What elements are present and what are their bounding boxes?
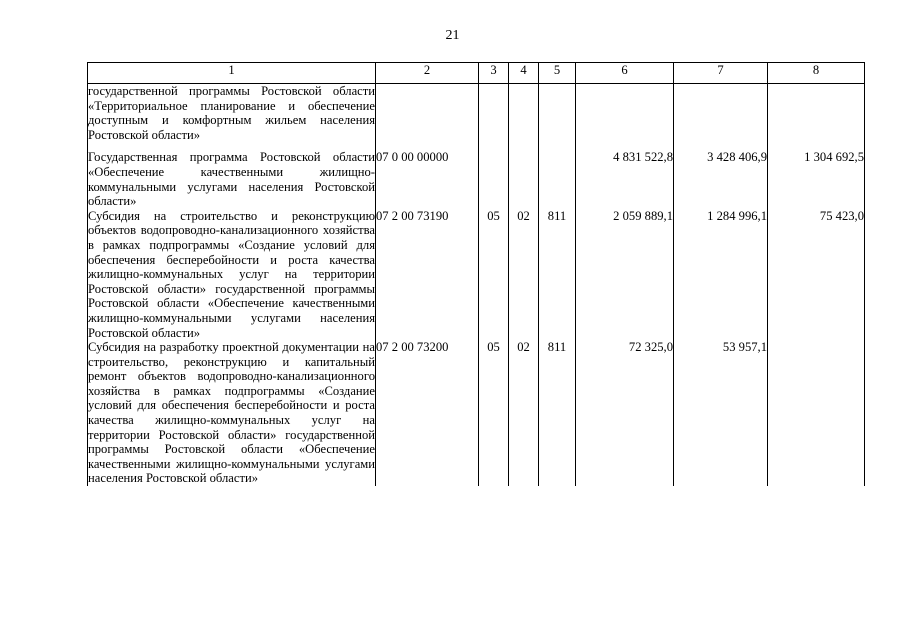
- row-section: [479, 150, 509, 208]
- row-amount-3: [768, 340, 865, 486]
- row-subsection: 02: [509, 209, 539, 340]
- row-section: [479, 84, 509, 151]
- table-row: [88, 84, 865, 151]
- row-amount-1: 2 059 889,1: [576, 209, 674, 340]
- row-amount-1: 72 325,0: [576, 340, 674, 486]
- header-cell-3: 3: [479, 63, 509, 84]
- header-row: [88, 63, 865, 84]
- page-number: 21: [445, 28, 460, 43]
- row-amount-2: 3 428 406,9: [674, 150, 768, 208]
- row-amount-1: 4 831 522,8: [576, 150, 674, 208]
- row-subsection: 02: [509, 340, 539, 486]
- row-name: государственной программы Ростовской области «Территориальное планирование и обеспечение доступным и комфортным жильем населения Ростовской области»: [88, 84, 376, 151]
- table-row: [88, 209, 865, 340]
- header-cell-8: 8: [768, 63, 865, 84]
- row-subsection: [509, 84, 539, 151]
- row-expense-type: 811: [539, 340, 576, 486]
- row-amount-1: [576, 84, 674, 151]
- row-amount-3: 1 304 692,5: [768, 150, 865, 208]
- header-cell-2: 2: [376, 63, 479, 84]
- header-cell-7: 7: [674, 63, 768, 84]
- row-amount-3: 75 423,0: [768, 209, 865, 340]
- row-expense-type: [539, 150, 576, 208]
- row-name: Субсидия на разработку проектной документации на строительство, реконструкцию и капитальный ремонт объектов водопроводно-канализационного хозяйства в рамках подпрограммы «Создание условий для обеспечения бесперебойности и роста качества жилищно-коммунальных услуг на территории Ростовской области» государственной программы Ростовской области «Обеспечение качественными жилищно-коммунальными услугами населения Ростовской области»: [88, 340, 375, 486]
- row-code: [376, 84, 479, 151]
- row-code: 07 2 00 73190: [376, 209, 479, 340]
- row-subsection: [509, 150, 539, 208]
- row-section: 05: [479, 340, 509, 486]
- row-amount-2: 1 284 996,1: [674, 209, 768, 340]
- row-amount-3: [768, 84, 865, 151]
- row-name: Субсидия на строительство и реконструкцию объектов водопроводно-канализационного хозяйства в рамках подпрограммы «Создание условий для обеспечения бесперебойности и роста качества жилищно-коммунальных услуг на территории Ростовской области» государственной программы Ростовской области «Обеспечение качественными жилищно-коммунальными услугами населения Ростовской области»: [88, 208, 375, 340]
- header-cell-5: 5: [539, 63, 576, 84]
- row-expense-type: 811: [539, 209, 576, 340]
- row-code: 07 2 00 73200: [376, 340, 479, 486]
- table-row: [88, 340, 865, 486]
- header-cell-4: 4: [509, 63, 539, 84]
- header-cell-1: 1: [88, 63, 376, 84]
- table-row: [88, 150, 865, 208]
- row-expense-type: [539, 84, 576, 151]
- header-cell-6: 6: [576, 63, 674, 84]
- row-section: 05: [479, 209, 509, 340]
- row-code: 07 0 00 00000: [376, 150, 479, 208]
- row-amount-2: [674, 84, 768, 151]
- row-name: Государственная программа Ростовской области «Обеспечение качественными жилищно-коммунальными услугами населения Ростовской области»: [88, 150, 375, 209]
- budget-table: [87, 62, 865, 486]
- row-amount-2: 53 957,1: [674, 340, 768, 486]
